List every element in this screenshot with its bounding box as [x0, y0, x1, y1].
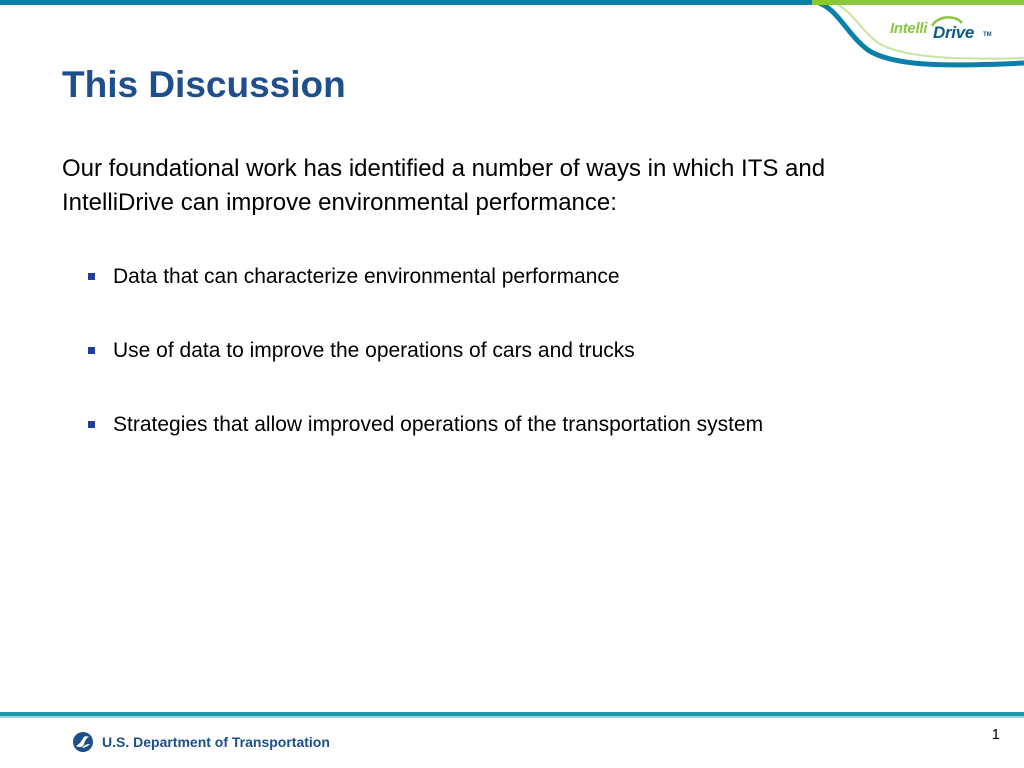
logo-trademark: TM	[983, 32, 992, 38]
organization-name: U.S. Department of Transportation	[102, 734, 330, 750]
intellidrive-logo	[890, 14, 990, 54]
bullet-text: Strategies that allow improved operations of the transportation system	[113, 413, 764, 436]
footer-divider	[0, 712, 1024, 718]
square-bullet-icon	[88, 421, 95, 428]
slide-title: This Discussion	[62, 64, 346, 105]
square-bullet-icon	[88, 273, 95, 280]
logo-text-drive: Drive	[933, 23, 975, 42]
square-bullet-icon	[88, 347, 95, 354]
intro-paragraph: Our foundational work has identified a number of ways in which ITS and IntelliDrive can improve environmental performance:	[62, 155, 826, 216]
dot-logo-icon	[72, 731, 94, 753]
page-number: 1	[991, 726, 1000, 743]
bullet-text: Data that can characterize environmental performance	[113, 265, 620, 288]
header-swoosh-graphic	[0, 0, 1024, 70]
logo-text-intelli: Intelli	[890, 20, 928, 37]
bullet-text: Use of data to improve the operations of cars and trucks	[113, 339, 635, 362]
